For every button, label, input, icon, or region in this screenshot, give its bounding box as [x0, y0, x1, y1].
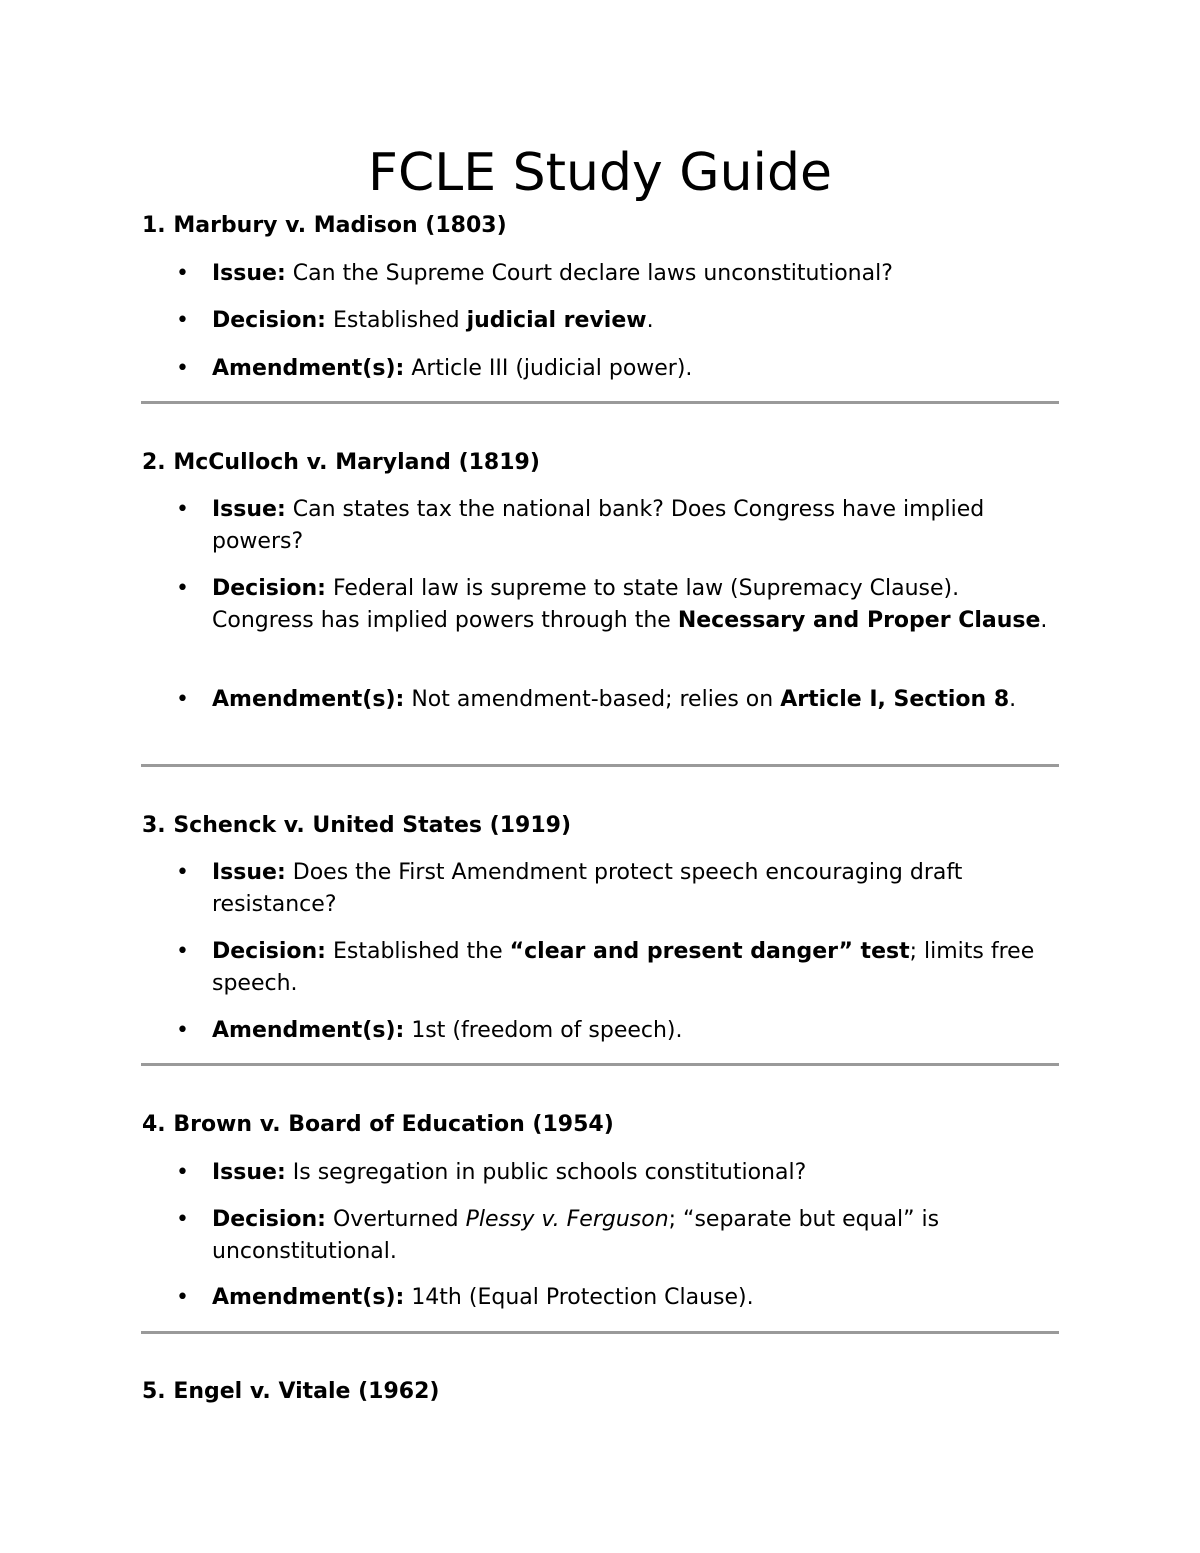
decision-text: Federal law is supreme to state law (Supremacy Clause). Congress has implied powers through the	[212, 576, 960, 633]
bullet-icon: •	[176, 1207, 189, 1232]
case-issue	[212, 258, 1062, 290]
section-divider	[141, 401, 1059, 404]
case-amendment	[212, 1015, 1062, 1047]
issue-text: Is segregation in public schools constitutional?	[292, 1160, 807, 1185]
case-heading-engel: 5. Engel v. Vitale (1962)	[142, 1379, 440, 1404]
bullet-icon: •	[176, 497, 189, 522]
section-divider	[141, 1331, 1059, 1334]
case-decision	[212, 573, 1062, 637]
bullet-icon: •	[176, 1160, 189, 1185]
decision-emphasis: “clear and present danger” test	[509, 939, 910, 964]
bullet-icon: •	[176, 860, 189, 885]
amendment-text: Article III (judicial power).	[411, 356, 693, 381]
case-issue	[212, 494, 1062, 558]
bullet-icon: •	[176, 939, 189, 964]
decision-label: Decision:	[212, 1207, 326, 1232]
decision-label: Decision:	[212, 939, 326, 964]
decision-text-end: .	[1040, 608, 1048, 633]
bullet-icon: •	[176, 576, 189, 601]
amendment-text: 1st (freedom of speech).	[411, 1018, 683, 1043]
decision-label: Decision:	[212, 308, 326, 333]
decision-label: Decision:	[212, 576, 326, 601]
issue-label: Issue:	[212, 261, 286, 286]
decision-emphasis: judicial review	[466, 308, 647, 333]
decision-text-end: .	[646, 308, 654, 333]
decision-text-end: ; “separate but equal” is unconstitutional.	[212, 1207, 940, 1264]
issue-label: Issue:	[212, 497, 286, 522]
bullet-icon: •	[176, 1018, 189, 1043]
case-amendment	[212, 1282, 1062, 1314]
issue-label: Issue:	[212, 1160, 286, 1185]
bullet-icon: •	[176, 261, 189, 286]
bullet-icon: •	[176, 687, 189, 712]
decision-text: Overturned	[332, 1207, 459, 1232]
section-divider	[141, 1063, 1059, 1066]
amendment-text: Not amendment-based; relies on	[411, 687, 774, 712]
amendment-label: Amendment(s):	[212, 356, 405, 381]
case-decision	[212, 936, 1062, 1000]
case-decision	[212, 1204, 1062, 1268]
amendment-label: Amendment(s):	[212, 687, 405, 712]
amendment-text: 14th (Equal Protection Clause).	[411, 1285, 754, 1310]
bullet-icon: •	[176, 356, 189, 381]
issue-text: Can the Supreme Court declare laws unconstitutional?	[292, 261, 893, 286]
case-heading-mcculloch: 2. McCulloch v. Maryland (1819)	[142, 450, 540, 475]
case-heading-schenck: 3. Schenck v. United States (1919)	[142, 813, 571, 838]
decision-text: Established the	[332, 939, 503, 964]
issue-label: Issue:	[212, 860, 286, 885]
decision-case-citation: Plessy v. Ferguson	[465, 1207, 669, 1232]
decision-text-end: ; limits free speech.	[212, 939, 1035, 996]
section-divider	[141, 764, 1059, 767]
amendment-text-end: .	[1009, 687, 1017, 712]
issue-text: Can states tax the national bank? Does Congress have implied powers?	[212, 497, 985, 554]
case-issue	[212, 1157, 1062, 1189]
case-issue	[212, 857, 1062, 921]
case-decision	[212, 305, 1062, 337]
page-title: FCLE Study Guide	[368, 143, 832, 203]
bullet-icon: •	[176, 1285, 189, 1310]
amendment-emphasis: Article I, Section 8	[780, 687, 1010, 712]
case-heading-marbury: 1. Marbury v. Madison (1803)	[142, 213, 507, 238]
bullet-icon: •	[176, 308, 189, 333]
case-amendment	[212, 353, 1062, 385]
decision-emphasis: Necessary and Proper Clause	[677, 608, 1041, 633]
amendment-label: Amendment(s):	[212, 1285, 405, 1310]
case-heading-brown: 4. Brown v. Board of Education (1954)	[142, 1112, 614, 1137]
case-amendment	[212, 684, 1062, 716]
amendment-label: Amendment(s):	[212, 1018, 405, 1043]
issue-text: Does the First Amendment protect speech encouraging draft resistance?	[212, 860, 963, 917]
decision-text: Established	[332, 308, 460, 333]
